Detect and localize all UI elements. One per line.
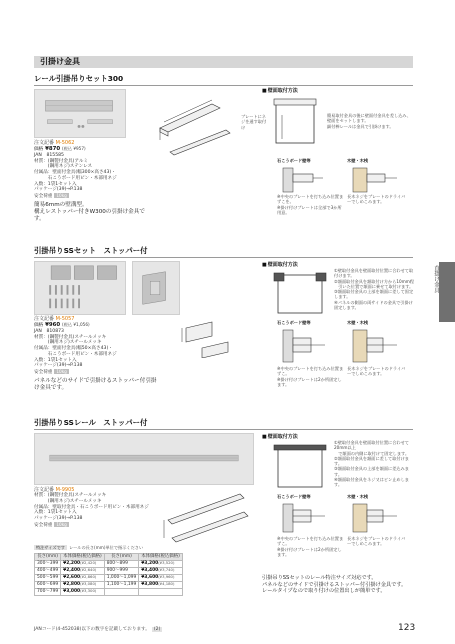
section-2-note: パネルなどのサイドで引掛けるストッパー付引掛け金具です。: [34, 377, 157, 391]
size-caption-tag: 特注サイズです: [36, 545, 65, 550]
footer-note: [34, 627, 162, 633]
length-cell: 500～599: [35, 575, 61, 582]
price-main: ¥2,800: [63, 582, 81, 588]
section-3-board-note: ※中央のプレートを打ち込み位置まずこ。 ※掛け付けプレートは2か所固定します。: [277, 536, 344, 557]
drawing-callout: プレートにネジを通す取付け: [241, 114, 267, 130]
section-3-mount-header: ■ 壁面取付方法: [262, 434, 298, 440]
spec-line: 材質：(鋼製付金具)スチールメッキ: [34, 334, 107, 340]
section-1-note: 簡易6mmの壁溝型。 構えレストッパー付きW300の引掛け金具です。: [34, 201, 145, 222]
load-label: 安全荷重: [34, 194, 53, 200]
spec-line: 入数：1袋1セット入: [34, 510, 77, 516]
price-tax: (¥2,420): [80, 560, 97, 566]
board-diagram-1: [277, 166, 335, 194]
price-tax: (¥4,180): [158, 581, 175, 587]
size-table-row: [35, 582, 183, 589]
section-2-info: [34, 316, 174, 392]
length-cell: 600～699: [35, 582, 61, 589]
length-cell: [104, 589, 139, 596]
price-tax: (¥3,960): [158, 574, 175, 580]
section-1-title: レール引掛吊りセット300: [34, 74, 124, 83]
section-1-board-note: ※中央のプレートを打ち込み位置まずこを。 ※掛け付けプレートは全部で3か所用意。: [277, 194, 344, 215]
section-2-wood-label: 木壁・木桟: [347, 320, 368, 325]
price-tax: (税込 ¥957): [62, 146, 86, 152]
price-tax: (¥3,740): [158, 567, 175, 573]
price-cell: [139, 582, 183, 589]
footer-text: JANコード(4-452038)以下の数字を記載しております。: [34, 627, 150, 632]
mount-diagram-2: [270, 269, 330, 317]
spec-line: (鋼用ネジ)ステンレス: [34, 164, 93, 170]
load-badge: 10kg: [56, 369, 67, 375]
price-label: 価格: [34, 323, 44, 329]
spec-line: 入数：1袋1セット入: [34, 181, 77, 187]
section-1-price: [34, 146, 146, 153]
length-cell: 900～999: [104, 568, 139, 575]
load-badge: 10kg: [56, 521, 67, 527]
mount-diagram-1: [270, 95, 320, 147]
section-1-spec: [34, 159, 146, 193]
section-3-wood-note: 長木ネジをプレートのドライバーでしめこみます。: [347, 536, 406, 547]
section-3-title: 引掛吊りSSレール ストッパー付: [34, 418, 148, 427]
load-badge: 10kg: [56, 193, 67, 199]
board-diagram-3: [277, 502, 335, 534]
wood-diagram-3: [347, 502, 405, 534]
col-header: 本体価格(税込価格): [61, 554, 105, 561]
price-cell: [61, 589, 105, 596]
section-2-board-note: ※中央のプレートを打ち込み位置まずこ。 ※掛け付けプレートは2か所固定します。: [277, 366, 344, 387]
wood-diagram-1: [347, 166, 405, 194]
size-price-table: [34, 553, 183, 596]
section-2-load: [34, 369, 174, 376]
spec-line: 付属品：壁面付金具(幅50×高さ43)・: [34, 346, 113, 352]
footer-tag: (2): [153, 627, 161, 632]
length-cell: 1,100～1,199: [104, 582, 139, 589]
price-main: ¥2,600: [63, 575, 81, 581]
spec-line: 石こうボード用ピン・木部用ネジ: [34, 351, 117, 357]
price-main: ¥2,400: [63, 568, 81, 574]
section-1-rule: [34, 85, 413, 86]
spec-line: パッケージ(39)→P.138: [34, 363, 83, 369]
size-caption-text: レールの長さ(mm)単位で指示ください: [68, 545, 144, 550]
price-main: ¥3,800: [141, 582, 159, 588]
order-code: M-5057: [55, 316, 75, 322]
spec-line: 入数：1袋1セット入: [34, 357, 77, 363]
price-tax: (¥3,080): [80, 581, 97, 587]
length-cell: 1,000～1,099: [104, 575, 139, 582]
section-1-load: [34, 193, 146, 200]
section-3-wood-label: 木壁・木桟: [347, 494, 368, 499]
side-tab[interactable]: [439, 262, 455, 322]
spec-line: 材質：(鋼製付金具)アルミ: [34, 158, 88, 164]
col-header: 長さ(mm): [35, 554, 61, 561]
order-code: M-5062: [55, 140, 75, 146]
price-value: ¥870: [45, 146, 61, 153]
price-value: ¥960: [45, 322, 61, 329]
price-main: ¥2,200: [63, 561, 81, 567]
price-main: ¥3,200: [141, 561, 159, 567]
section-1-info: [34, 140, 146, 223]
section-2-mount-header: ■ 壁面取付方法: [262, 262, 298, 268]
section-2-rule: [34, 257, 413, 258]
spec-line: 付属品：壁取付金具・石こうボード用ピン・木部用ネジ: [34, 504, 149, 510]
board-diagram-2: [277, 328, 335, 364]
section-1-jan: JAN 815585: [34, 153, 64, 158]
spec-line: 石こうボード用ピン・木部用ネジ: [34, 175, 117, 181]
section-3-info: [34, 487, 158, 529]
price-tax: (税込 ¥1,056): [62, 322, 90, 328]
order-code: M-9905: [55, 487, 75, 493]
length-cell: 300～399: [35, 561, 61, 568]
section-3-spec: [34, 493, 158, 522]
price-main: ¥3,600: [141, 575, 159, 581]
spec-line: (鋼用ネジ)スチールメッキ: [34, 340, 102, 346]
section-1-mount-note: 簡易取付金具の後に壁面付金具を差し込み、 壁面をセットします。 細付棒レールは金具で引掛けます。: [327, 113, 412, 129]
drawing-ss-set: [178, 318, 242, 358]
section-2-title: 引掛吊りSSセット ストッパー付: [34, 246, 148, 255]
section-1-board-label: 石こうボード壁等: [277, 158, 311, 163]
size-table-row: [35, 589, 183, 596]
length-cell: 800～899: [104, 561, 139, 568]
price-tax: (¥3,520): [158, 560, 175, 566]
spec-line: パッケージ(39)→P.138: [34, 187, 83, 193]
mount-diagram-3: [270, 441, 330, 491]
product-photo-ss-set-detail: [132, 261, 180, 315]
load-label: 安全荷重: [34, 370, 53, 376]
section-3-bottom-note: 引掛吊りSSセットのレール特注サイズ対応です。 パネルなどのサイドで引掛けるストッパー付引掛け金具です。 レールタイプなので取り付けの位置出しが簡単です。: [262, 575, 407, 594]
category-title: 引掛け金具: [40, 57, 80, 66]
product-photo-ss-set: [34, 261, 126, 315]
section-3-rule: [34, 429, 413, 430]
section-3-board-label: 石こうボード壁等: [277, 494, 311, 499]
price-cell: [139, 589, 183, 596]
section-2-price: [34, 322, 174, 329]
section-1-wood-label: 木壁・木桟: [347, 158, 368, 163]
section-2-board-label: 石こうボード壁等: [277, 320, 311, 325]
spec-line: 付属品：壁面付金具(幅300×高さ43)・: [34, 170, 116, 176]
product-photo-rail-set-300: [34, 89, 126, 138]
section-2-spec: [34, 335, 174, 369]
section-3-load: [34, 522, 158, 529]
drawing-rail-set-300: [150, 90, 240, 160]
section-2-mount-note: ①壁取付金具を壁面取付位置に合わせて取付けます。 ②額面取付金具を額取付け方から10mm程 引いた位置で額面に乗せて取付けます。 ③額面取付金具の上部を額面に差して固定します。 ④パネルの側面の両サイドの金具で引掛け固定します。: [334, 268, 415, 310]
drawing-ss-rail: [160, 488, 256, 548]
order-label: 注文記番: [34, 140, 55, 146]
load-label: 安全荷重: [34, 522, 53, 528]
size-table-caption: [34, 545, 143, 550]
side-tab-label: 直掛け金具: [433, 265, 439, 293]
spec-line: (鋼用ネジ)スチールメッキ: [34, 498, 102, 504]
order-label: 注文記番: [34, 487, 55, 493]
price-tax: (¥3,300): [80, 588, 97, 594]
section-1-wood-note: 長木ネジをプレートのドライバーでしめこみます。: [347, 194, 406, 205]
category-banner: [34, 56, 413, 68]
section-1-mount-header: ■ 壁面取付方法: [262, 88, 298, 94]
price-main: ¥3,400: [141, 568, 159, 574]
price-tax: (¥2,860): [80, 574, 97, 580]
page-number: 123: [398, 623, 416, 633]
col-header: 本体価格(税込価格): [139, 554, 183, 561]
price-label: 価格: [34, 147, 44, 153]
section-3-mount-note: ①壁取付金具を壁面取付位置に合わせて20mm以上 で額面の内側に取付けて固定します。 ②額面取付金具を額面に差して取付けます。 ③額面取付金具の上部を額面に差込みます。 ④額面取付金具をネジ又はピン止めします。: [334, 440, 410, 487]
length-cell: 400～499: [35, 568, 61, 575]
price-tax: (¥2,640): [80, 567, 97, 573]
section-2-wood-note: 長木ネジをプレートのドライバーでしめこみます。: [347, 366, 406, 377]
product-photo-ss-rail: [34, 433, 254, 485]
wood-diagram-2: [347, 328, 405, 364]
length-cell: 700～799: [35, 589, 61, 596]
spec-line: パッケージ(39)→P.138: [34, 516, 83, 522]
order-label: 注文記番: [34, 316, 55, 322]
section-2-jan: JAN 810873: [34, 329, 64, 334]
price-main: ¥3,000: [63, 589, 81, 595]
spec-line: 材質：(鋼製付金具)スチールメッキ: [34, 493, 107, 499]
col-header: 長さ(mm): [104, 554, 139, 561]
